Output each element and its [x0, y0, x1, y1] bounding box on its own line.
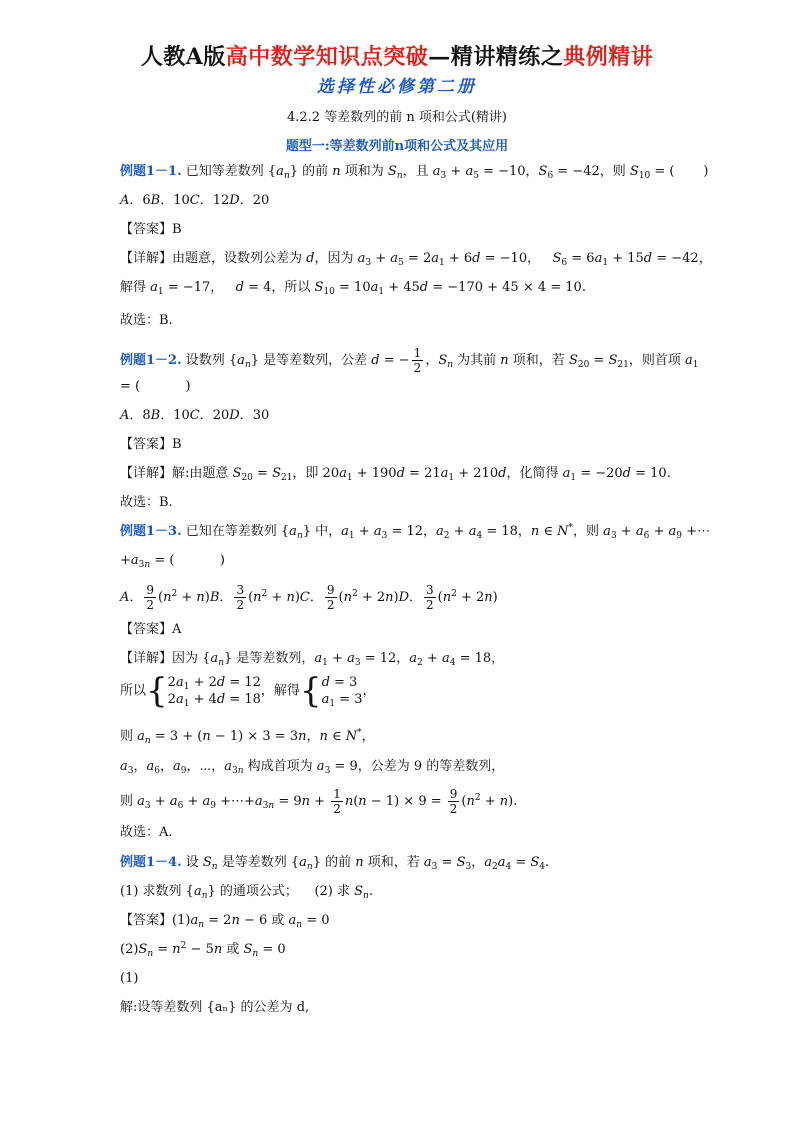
conclusion: 故选：B.: [120, 313, 173, 328]
example-1-3-question: 例题1－3. 已知在等差数列 $\{a_n\}$ 中，$a_1 + a_3 = 12$，$a_2 + a_4 = 18$，n ∈ N*，则 $a_3 + a_6 + a_9$ +⋯: [120, 523, 711, 541]
example-1-1-solution: 解得 $a_1 = -17$， d = 4，所以 $S_{10} = 10a_1 + 45d = -170 + 45 \times 4 = 10$.: [120, 280, 586, 297]
example-1-4-solution: 解:设等差数列 {aₙ} 的公差为 d,: [120, 1000, 310, 1015]
example-1-2-blank: = ( ): [120, 379, 191, 394]
example-1-3-sum: 则 $a_3 + a_6 + a_9$ $+\cdots+a_{3n} = 9n$ + $\frac{1}{2}$ n(n − 1) × 9 = $\frac{9}{2}$ $(n^2 + n)$.: [120, 787, 518, 816]
example-1-4-answer-2: $(2)S_n = n^2 - 5n$ 或 $S_n = 0$: [120, 941, 286, 959]
conclusion: 故选：B.: [120, 495, 173, 510]
example-1-2-question: 例题1－2. 设数列 $\{a_n\}$ 是等差数列，公差 d = − $\frac{1}{2}$ ，$S_n$ 为其前 n 项和，若 $S_{20} = S_{21}$，则首项 $a_1$: [120, 346, 699, 375]
page-subtitle: 选择性必修第二册: [317, 77, 477, 97]
example-label: 例题1－3.: [120, 524, 182, 539]
answer-label: 【答案】B: [120, 437, 182, 452]
example-1-2-options: A．8B．10C．20D．30: [120, 408, 270, 423]
conclusion: 故选：A.: [120, 825, 173, 840]
topic-heading: 题型一:等差数列前n项和公式及其应用: [285, 139, 509, 154]
example-1-3-detail: 【详解】因为 $\{a_n\}$ 是等差数列，$a_1 + a_3 = 12$，$a_2 + a_4 = 18$，: [120, 651, 505, 668]
example-1-1-question: 例题1－1. 已知等差数列 $\{a_n\}$ 的前 n 项和为 $S_n$，且 $a_3 + a_5 = -10$，$S_6 = -42$，则 $S_{10}$ = ( ): [120, 164, 709, 181]
example-1-4-question: 例题1－4. 设 $S_n$ 是等差数列 $\{a_n\}$ 的前 n 项和，若 $a_3 = S_3$，$a_2a_4 = S_4$.: [120, 855, 550, 872]
title-part-b: 高中数学知识点突破: [225, 44, 429, 70]
answer-label: 【答案】B: [120, 222, 182, 237]
example-label: 例题1－2.: [120, 353, 182, 368]
example-1-4-parts: (1) 求数列 $\{a_n\}$ 的通项公式； (2) 求 $S_n$.: [120, 884, 373, 901]
example-1-4-answer-1: 【答案】$(1)a_n = 2n - 6$ 或 $a_n = 0$: [120, 913, 330, 930]
title-part-a: 人教A版: [140, 44, 226, 70]
title-part-d: 典例精讲: [563, 44, 654, 70]
example-1-3-options: A． $\frac{9}{2}$ $(n^2 + n)B$． $\frac{3}{2}$ $(n^2 + n)C$． $\frac{9}{2}$ $(n^2 + 2n)D$． $\frac{3}{2}$ $(n^2 + 2n)$: [120, 583, 498, 612]
example-1-1-detail: 【详解】由题意，设数列公差为 d，因为 $a_3 + a_5 = 2a_1 + 6d = -10$， $S_6 = 6a_1 + 15d = -42$，: [120, 251, 712, 268]
section-heading: 4.2.2 等差数列的前 n 项和公式(精讲): [287, 110, 507, 125]
example-1-3-system: 所以{$2a_1 + 2d = 12$ $2a_1 + 4d = 18$，解得{d = 3 $a_1 = 3$，: [120, 671, 376, 711]
example-1-3-subsequence: $a_3$，$a_6$，$a_9$，⋯，$a_{3n}$ 构成首项为 $a_3 = 9$，公差为 9 的等差数列，: [120, 759, 505, 776]
example-label: 例题1－1.: [120, 164, 182, 179]
example-1-4-part-1-label: (1): [120, 971, 139, 986]
page-title: [0, 40, 794, 71]
answer-label: 【答案】A: [120, 622, 182, 637]
example-label: 例题1－4.: [120, 855, 182, 870]
example-1-3-general-term: 则 $a_n = 3 + (n - 1) \times 3 = 3n$，n ∈ N*，: [120, 728, 375, 746]
title-part-c: —精讲精练之: [428, 44, 564, 70]
example-1-1-options: A．6B．10C．12D．20: [120, 193, 270, 208]
example-1-3-blank: $+a_{3n}$ = ( ): [120, 553, 225, 570]
example-1-2-detail: 【详解】解:由题意 $S_{20} = S_{21}$，即 $20a_1 + 190d = 21a_1 + 210d$，化简得 $a_1 = -20d = 10$.: [120, 466, 671, 483]
fraction: $\frac{1}{2}$: [413, 346, 422, 375]
